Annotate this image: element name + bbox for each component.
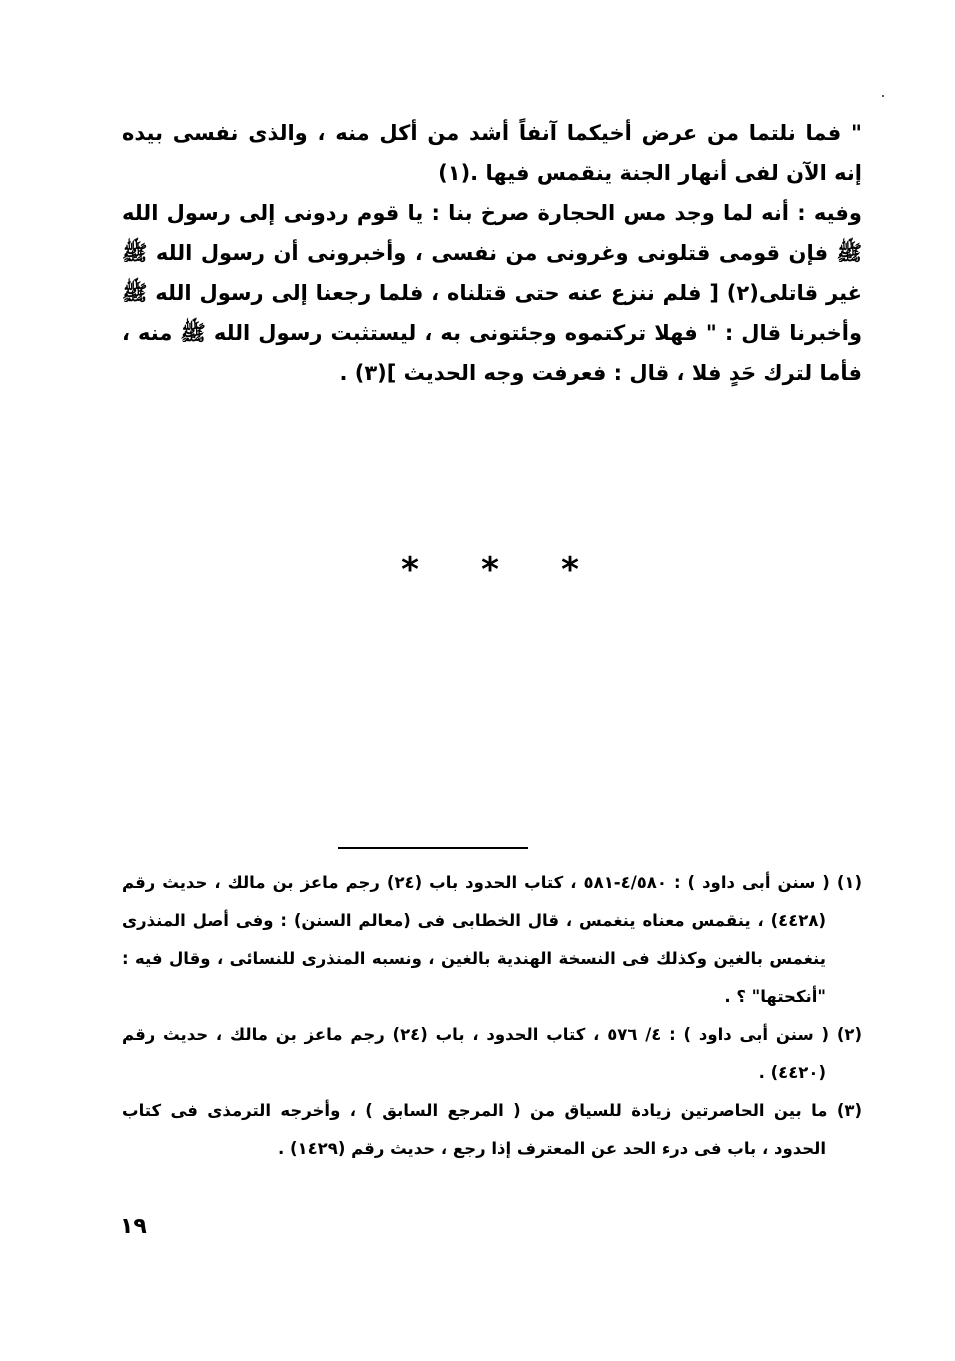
separator-star: * [401,550,419,590]
footnote-3: (٣) ما بين الحاصرتين زيادة للسياق من ( المرجع السابق ) ، وأخرجه الترمذى فى كتاب الحدود ، باب فى درء الحد عن المعترف إذا رجع ، حديث رقم (١٤٢٩) . [122,1101,862,1158]
main-text [122,113,862,393]
paragraph-hadith-quote: " فما نلتما من عرض أخيكما آنفاً أشد من أكل منه ، والذى نفسى بيده إنه الآن لفى أنهار الجنة ينقمس فيها .(١) [122,121,862,185]
footnote-1: (١) ( سنن أبى داود ) : ٤/٥٨٠-٥٨١ ، كتاب الحدود باب (٢٤) رجم ماعز بن مالك ، حديث رقم (٤٤٢٨) ، ينقمس معناه ينغمس ، قال الخطابى فى (معالم السنن) : وفى أصل المنذرى ينغمس بالغين وكذلك فى النسخة الهندية بالغين ، ونسبه المنذرى للنسائى ، وقال فيه : "أنكحتها" ؟ . [122,873,863,1006]
section-separator [390,550,590,590]
page-number: ١٩ [120,1214,147,1239]
separator-star: * [481,550,499,590]
footnotes [122,864,862,1168]
footnote-divider [338,847,528,849]
separator-star: * [561,550,579,590]
footnote-2: (٢) ( سنن أبى داود ) : ٤/ ٥٧٦ ، كتاب الحدود ، باب (٢٤) رجم ماعز بن مالك ، حديث رقم (٤٤٢٠) . [122,1025,863,1082]
paragraph-narration: وفيه : أنه لما وجد مس الحجارة صرخ بنا : يا قوم ردونى إلى رسول الله ﷺ فإن قومى قتلونى وغرونى من نفسى ، وأخبرونى أن رسول الله ﷺ غير قاتلى(٢) [ فلم ننزع عنه حتى قتلناه ، فلما رجعنا إلى رسول الله ﷺ وأخبرنا قال : " فهلا تركتموه وجئتونى به ، ليستثبت رسول الله ﷺ منه ، فأما لترك حَدٍ فلا ، قال : فعرفت وجه الحديث ](٣) . [122,201,862,385]
scan-speck [882,95,884,97]
